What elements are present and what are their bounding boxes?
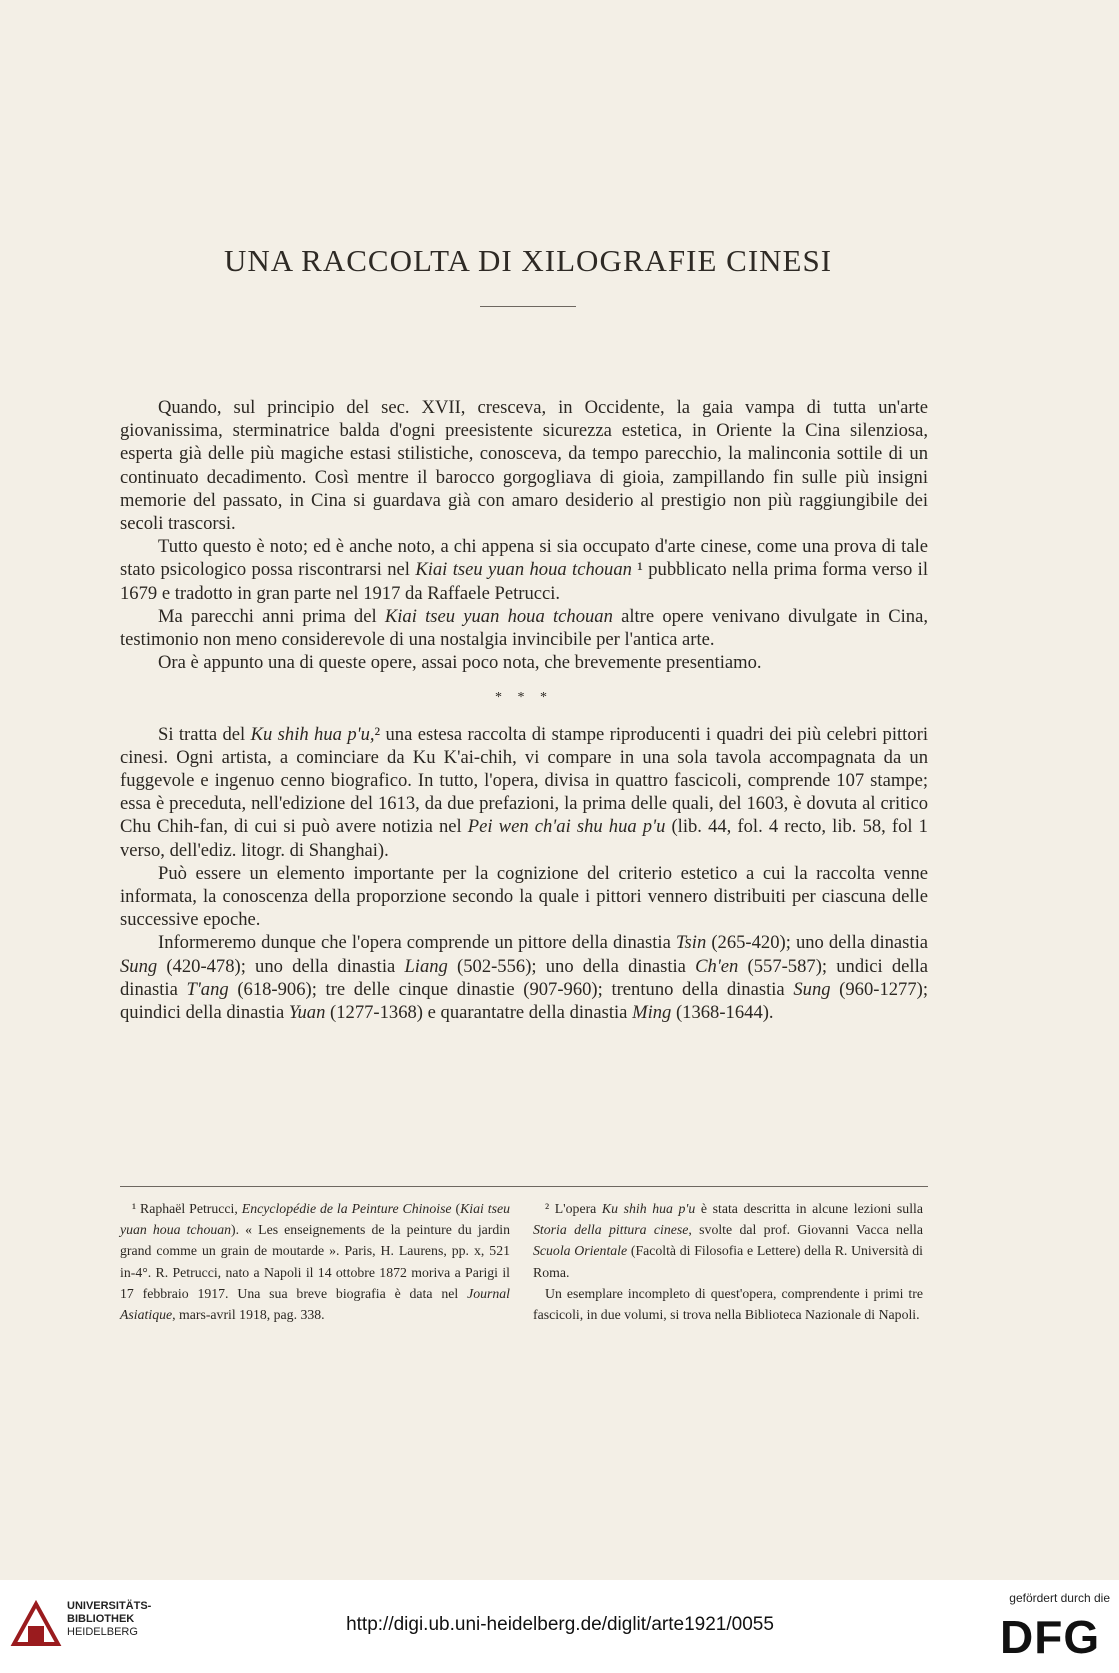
paragraph	[120, 862, 928, 932]
footnote-segment: è stata descritta in alcune lezioni sulla	[695, 1201, 923, 1216]
library-name-line: BIBLIOTHEK	[67, 1613, 135, 1625]
section-separator: * * *	[495, 690, 553, 706]
italic-title: Ku shih hua p'u	[601, 1201, 696, 1216]
paragraph-text: ¹ pubblicato nella prima forma verso il 1679 e tradotto in gran parte nel 1917 da Raffaele Petrucci.	[120, 559, 929, 604]
italic-title: Pei wen ch'ai shu hua p'u	[467, 816, 666, 838]
italic-title: Journal Asiatique	[120, 1285, 510, 1323]
paragraph	[120, 396, 928, 535]
footnote-segment: ² L'opera	[545, 1201, 602, 1216]
paragraph	[120, 535, 928, 605]
footnote-text	[533, 1283, 923, 1325]
footnote-segment: (	[451, 1201, 461, 1216]
paragraph-text: (420-478); uno della dinastia	[157, 955, 405, 977]
italic-title: Kiai tseu yuan houa tchouan	[415, 559, 632, 581]
library-name-line: HEIDELBERG	[67, 1626, 138, 1638]
paragraph-text: Può essere un elemento importante per la cognizione del criterio estetico a cui la raccolta venne informata, la conoscenza della proporzione secondo la quale i pittori vennero distribuiti per ciascuna delle successive epoche.	[120, 862, 928, 931]
dfg-logo: DFG	[1000, 1611, 1101, 1663]
digitization-footer	[0, 1580, 1119, 1673]
paragraph-text: (618-906); tre delle cinque dinastie (907-960); trentuno della dinastia	[228, 978, 794, 1000]
paragraph-text: Quando, sul principio del sec. XVII, cresceva, in Occidente, la gaia vampa di tutta un'arte giovanissima, sterminatrice balda d'ogni preesistente sicurezza estetica, in Oriente la Cina silenziosa, esperta già delle più magiche estasi stilistiche, conosceva, da tempo parecchio, la malinconia sottile di un continuato decadimento. Così mentre il barocco gorgogliava di gioia, zampillando fin sulle più insigni memorie del passato, in Cina si guardava già con amaro desiderio al prestigio non più raggiungibile dei secoli trascorsi.	[120, 397, 928, 535]
paragraph-text: Ma parecchi anni prima del	[158, 605, 385, 627]
paragraph-text: Tutto questo è noto; ed è anche noto, a chi appena si sia occupato d'arte cinese, come una prova di tale stato psicologico possa riscontrarsi nel	[120, 536, 928, 581]
dynasty-name: Ming	[632, 1002, 672, 1024]
paragraph-text: (557-587); undici della dinastia	[120, 955, 929, 1000]
italic-title: Storia della pittura cinese	[533, 1222, 689, 1238]
paragraph	[120, 605, 928, 651]
footnote-segment: Un esemplare incompleto di quest'opera, comprendente i primi tre fascicoli, in due volumi, si trova nella Biblioteca Nazionale di Napoli.	[533, 1285, 923, 1323]
italic-title: Encyclopédie de la Peinture Chinoise	[241, 1201, 452, 1216]
dynasty-name: Liang	[404, 955, 448, 977]
footnotes-divider	[120, 1186, 928, 1187]
paragraph-text: (960-1277); quindici della dinastia	[120, 978, 929, 1024]
dynasty-name: Sung	[120, 955, 158, 977]
paragraph	[120, 723, 928, 862]
paragraph-text: (1368-1644).	[671, 1002, 774, 1024]
paragraph-text: Ora è appunto una di queste opere, assai poco nota, che brevemente presentiamo.	[158, 652, 762, 674]
paragraph-text: (1277-1368) e quarantatre della dinastia	[325, 1002, 633, 1024]
funder-caption: gefördert durch die	[1009, 1591, 1110, 1605]
university-library-logo-icon	[10, 1598, 62, 1650]
paragraph	[120, 651, 928, 674]
italic-title: Ku shih hua p'u,	[250, 723, 375, 745]
italic-title: Scuola Orientale	[533, 1243, 628, 1259]
footnote-text	[533, 1198, 923, 1283]
footnote-segment: , mars-avril 1918, pag. 338.	[172, 1307, 325, 1323]
article-body	[120, 396, 928, 1024]
footnote-segment: ¹ Raphaël Petrucci,	[132, 1201, 242, 1216]
footnote-1	[120, 1198, 510, 1325]
paragraph-text: (502-556); uno della dinastia	[447, 955, 696, 977]
title-divider	[480, 306, 576, 307]
paragraph-text: (lib. 44, fol. 4 recto, lib. 58, fol 1 verso, dell'ediz. litogr. di Shanghai).	[120, 816, 928, 861]
footnote-segment: , svolte dal prof. Giovanni Vacca nella	[688, 1222, 923, 1238]
dynasty-name: T'ang	[186, 978, 229, 1000]
dynasty-name: Yuan	[288, 1002, 326, 1024]
dynasty-name: Sung	[793, 978, 831, 1000]
paragraph-text: Si tratta del	[158, 723, 251, 745]
paragraph	[120, 931, 928, 1024]
article-title: UNA RACCOLTA DI XILOGRAFIE CINESI	[223, 243, 833, 278]
paragraph-text: ² una estesa raccolta di stampe riproducenti i quadri dei più celebri pittori cinesi. Ogni artista, a cominciare da Ku K'ai-chih, vi compare in una sola tavola accompagnata da un fuggevole e ingenuo cenno biografico. In tutto, l'opera, divisa in quattro fascicoli, comprende 107 stampe; essa è preceduta, nell'edizione del 1613, da due prefazioni, la prima delle quali, del 1603, è dovuta al critico Chu Chih-fan, di cui si può avere notizia nel	[120, 723, 928, 838]
permalink-url[interactable]: http://digi.ub.uni-heidelberg.de/diglit/arte1921/0055	[346, 1614, 774, 1635]
paragraph-text: Informeremo dunque che l'opera comprende un pittore della dinastia	[158, 932, 676, 954]
footnote-segment: ). « Les enseignements de la peinture du jardin grand comme un grain de moutarde ». Paris, H. Laurens, pp. x, 521 in-4°. R. Petrucci, nato a Napoli il 14 ottobre 1872 moriva a Parigi il 17 febbraio 1917. Una sua breve biografia è data nel	[120, 1222, 511, 1301]
paragraph-text: (265-420); uno della dinastia	[706, 932, 928, 954]
italic-title: Kiai tseu yuan houa tchouan	[384, 605, 613, 627]
library-name-line: UNIVERSITÄTS-	[67, 1600, 152, 1612]
italic-title: Kiai tseu yuan houa tchouan	[120, 1201, 510, 1238]
footnote-segment: (Facoltà di Filosofia e Lettere) della R. Università di Roma.	[533, 1243, 923, 1280]
dynasty-name: Ch'en	[695, 955, 739, 977]
paragraph-text: altre opere venivano divulgate in Cina, testimonio non meno considerevole di una nostalgia invincibile per l'antica arte.	[120, 605, 928, 651]
library-name	[67, 1600, 151, 1639]
footnote-text	[120, 1198, 510, 1325]
footnote-2	[533, 1198, 923, 1325]
dynasty-name: Tsin	[675, 932, 707, 954]
